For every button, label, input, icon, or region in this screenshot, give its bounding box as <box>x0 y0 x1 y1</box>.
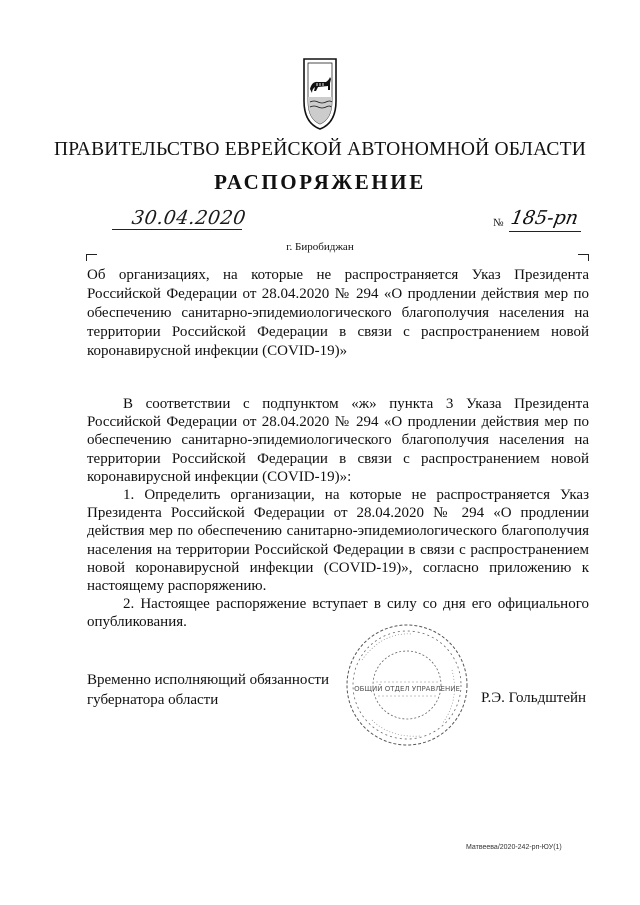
body-item-2: 2. Настоящее распоряжение вступает в силу со дня его официального опубликования. <box>87 596 589 631</box>
signatory-position <box>87 670 329 710</box>
body-preamble: В соответствии с подпунктом «ж» пункта 3 Указа Президента Российской Федерации от 28.04.2020 № 294 «О продлении действия мер по обеспечению санитарно-эпидемиологического благополучия населения на территории Российской Федерации в связи с распространением новой коронавирусной инфекции (COVID-19)»: <box>87 396 589 485</box>
official-stamp-seal <box>342 620 472 750</box>
footer-document-code: Матвеева/2020-242-рп-ЮУ(1) <box>466 844 562 851</box>
stamp-text: ОБЩИЙ ОТДЕЛ УПРАВЛЕНИЕ <box>354 685 460 693</box>
document-subject: Об организациях, на которые не распространяется Указ Президента Российской Федерации от 28.04.2020 № 294 «О продлении действия мер по обеспечению санитарно-эпидемиологического благополучия населения на территории Российской Федерации в связи с распространением новой коронавирусной инфекции (COVID-19)» <box>87 267 589 359</box>
subject-corner-mark-left <box>86 254 97 261</box>
subject-corner-mark-right <box>578 254 589 261</box>
body-item-1: 1. Определить организации, на которые не распространяется Указ Президента Российской Федерации от 28.04.2020 № 294 «О продлении действия мер по обеспечению санитарно-эпидемиологического благополучия населения на территории Российской Федерации в связи с распространением новой коронавирусной инфекции (COVID-19)», согласно приложению к настоящему распоряжению. <box>87 487 589 595</box>
document-number: 185-рп <box>509 207 581 229</box>
number-underline <box>509 231 581 232</box>
date-underline <box>112 229 242 230</box>
signatory-position-line-1: Временно исполняющий обязанности <box>87 672 330 688</box>
city-name: г. Биробиджан <box>286 241 354 253</box>
document-type-title: РАСПОРЯЖЕНИЕ <box>214 170 426 194</box>
number-sign: № <box>493 217 504 229</box>
document-body <box>87 395 589 632</box>
document-date: 30.04.2020 <box>130 207 248 229</box>
document-date-field <box>112 206 248 232</box>
document-number-field <box>493 208 581 234</box>
government-title: ПРАВИТЕЛЬСТВО ЕВРЕЙСКОЙ АВТОНОМНОЙ ОБЛАСТИ <box>53 139 587 160</box>
coat-of-arms-emblem-icon <box>296 53 344 133</box>
signatory-position-line-2: губернатора области <box>87 692 219 708</box>
signer-name: Р.Э. Гольдштейн <box>481 690 587 706</box>
